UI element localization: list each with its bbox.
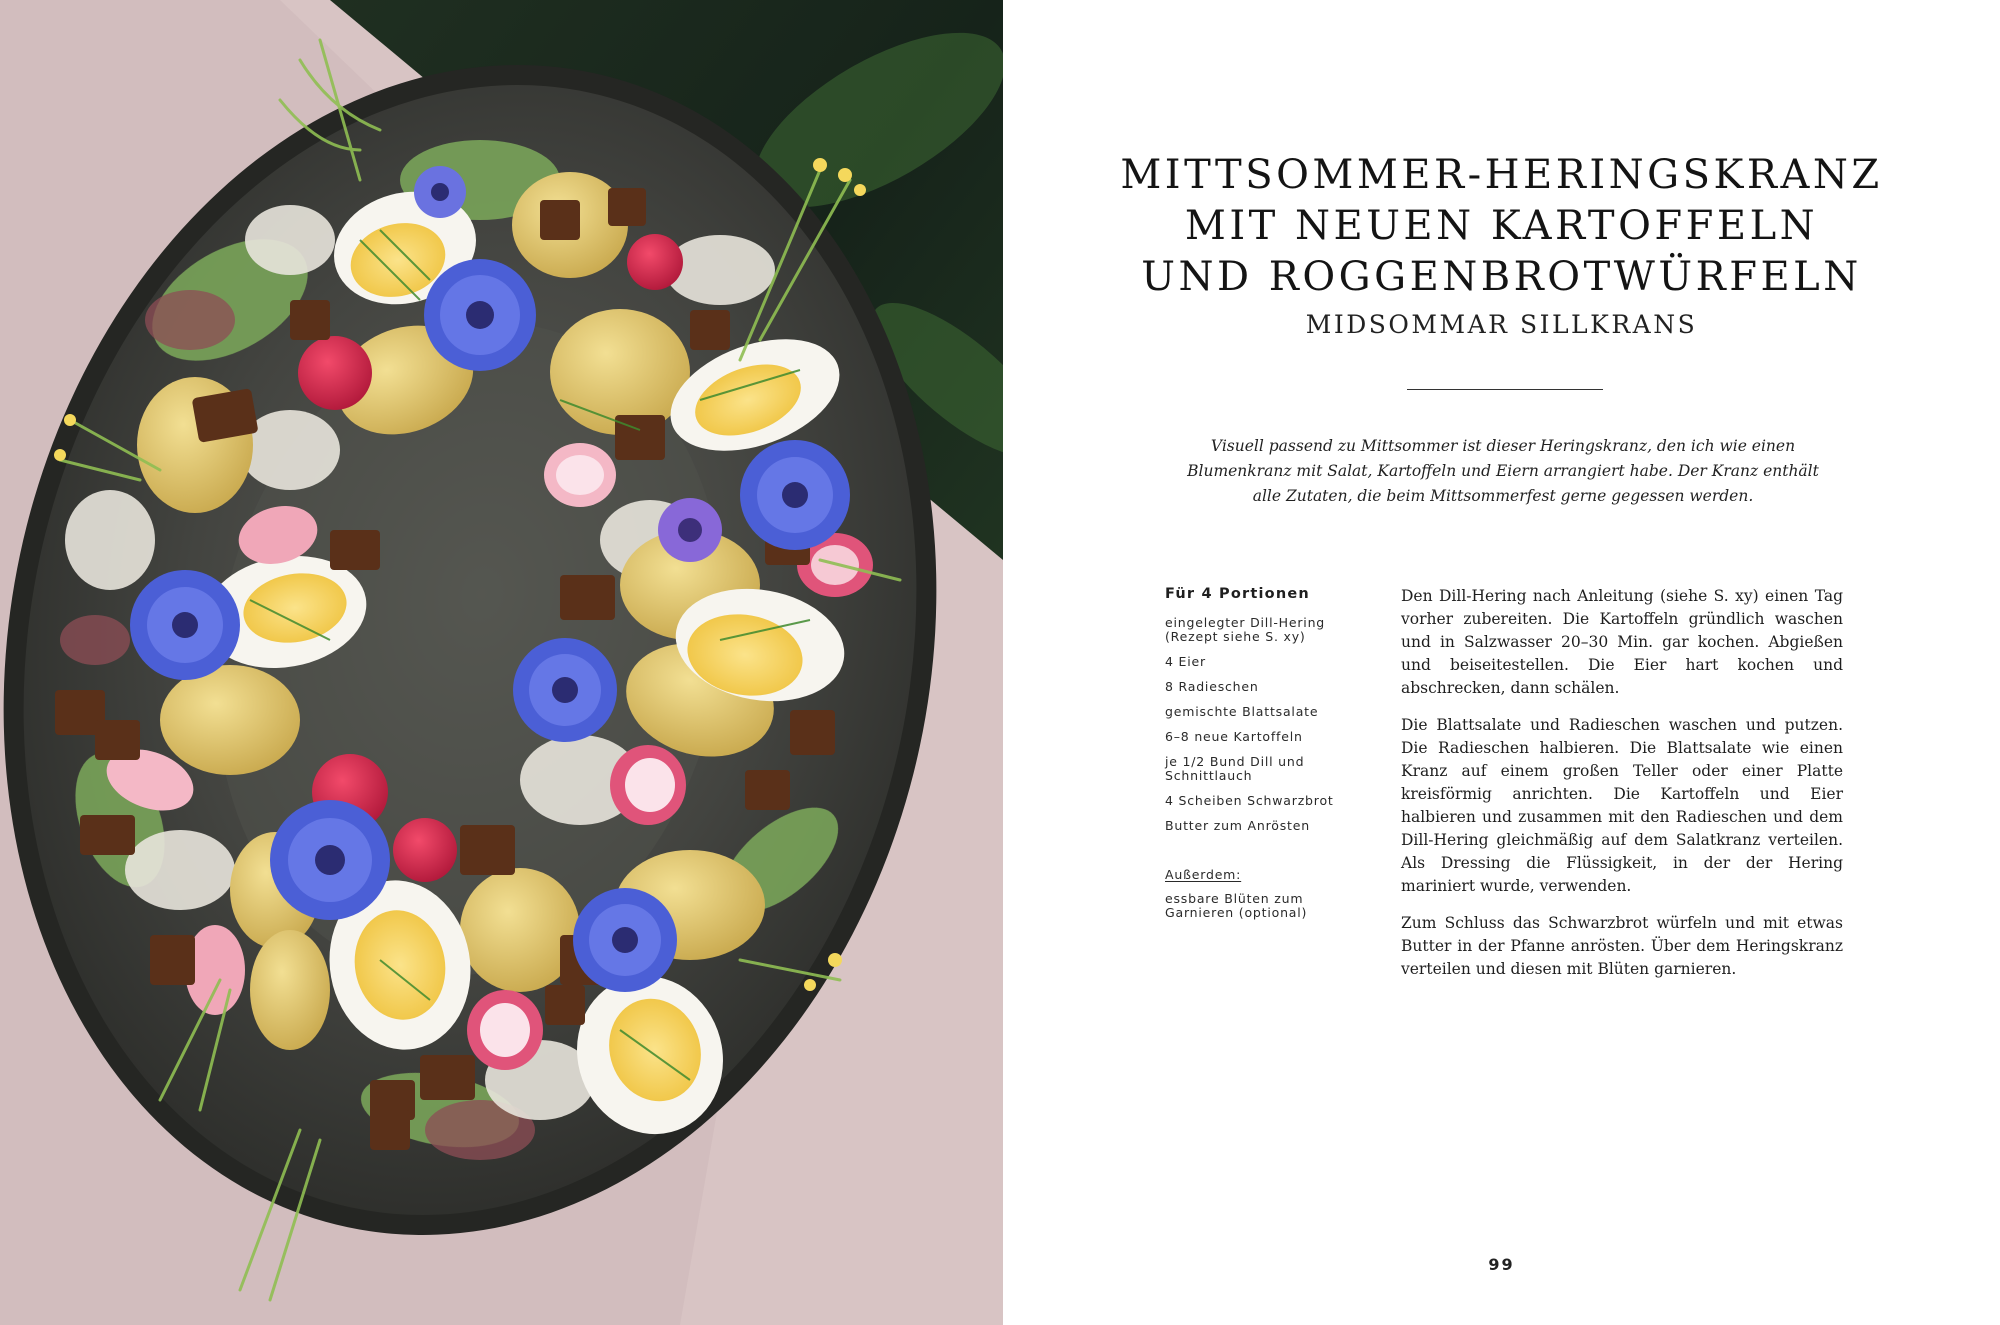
method-paragraph: Den Dill-Hering nach Anleitung (siehe S. xy) einen Tag vorher zubereiten. Die Kartoffeln gründlich waschen und in Salzwasser 20–30 Min. gar kochen. Abgießen und beiseitestellen. Die Eier hart kochen und abschrecken, dann schälen. [1401, 587, 1843, 697]
title-line-3: UND ROGGENBROTWÜRFELN [1141, 254, 1862, 300]
servings-heading: Für 4 Portionen [1165, 586, 1310, 602]
ingredient-item: 4 Eier [1165, 654, 1206, 669]
ingredient-items [1165, 616, 1345, 833]
title-line-1: MITTSOMMER-HERINGSKRANZ [1120, 152, 1883, 198]
ingredient-item: 4 Scheiben Schwarzbrot [1165, 793, 1334, 808]
recipe-title [1003, 150, 2000, 343]
recipe-method [1401, 585, 1843, 995]
ingredient-list [1165, 586, 1345, 920]
extras-item: essbare Blüten zum Garnieren (optional) [1165, 891, 1308, 920]
method-paragraph: Zum Schluss das Schwarzbrot würfeln und mit etwas Butter in der Pfanne anrösten. Über dem Heringskranz verteilen und diesen mit Blüten garnieren. [1401, 914, 1843, 978]
ingredient-item: gemischte Blattsalate [1165, 704, 1319, 719]
ingredient-item: je 1/2 Bund Dill und Schnittlauch [1165, 754, 1305, 783]
title-divider [1407, 389, 1603, 390]
ingredient-item: 6–8 neue Kartoffeln [1165, 729, 1303, 744]
extras-heading: Außerdem: [1165, 867, 1242, 882]
recipe-intro: Visuell passend zu Mittsommer ist dieser Heringskranz, den ich wie einen Blumenkranz mit Salat, Kartoffeln und Eiern arrangiert habe. Der Kranz enthält alle Zutaten, die beim Mittsommerfest gerne gegessen werden. [1187, 437, 1819, 505]
ingredient-item: Butter zum Anrösten [1165, 818, 1310, 833]
ingredient-item: eingelegter Dill-Hering (Rezept siehe S. xy) [1165, 615, 1326, 644]
recipe-text-page [1003, 0, 2000, 1325]
ingredient-item: 8 Radieschen [1165, 679, 1259, 694]
page-number: 99 [1488, 1255, 1515, 1274]
method-paragraph: Die Blattsalate und Radieschen waschen und putzen. Die Radieschen halbieren. Die Blattsalate wie einen Kranz auf einem großen Teller oder einer Platte kreisförmig anrichten. Die Kartoffeln und Eier halbieren und zusammen mit den Radieschen und dem Dill-Hering gleichmäßig auf dem Salatkranz verteilen. Als Dressing die Flüssigkeit, in der der Hering mariniert wurde, verwenden. [1401, 716, 1843, 895]
title-line-2: MIT NEUEN KARTOFFELN [1184, 203, 1819, 249]
recipe-subtitle: MIDSOMMAR SILLKRANS [1305, 310, 1698, 339]
